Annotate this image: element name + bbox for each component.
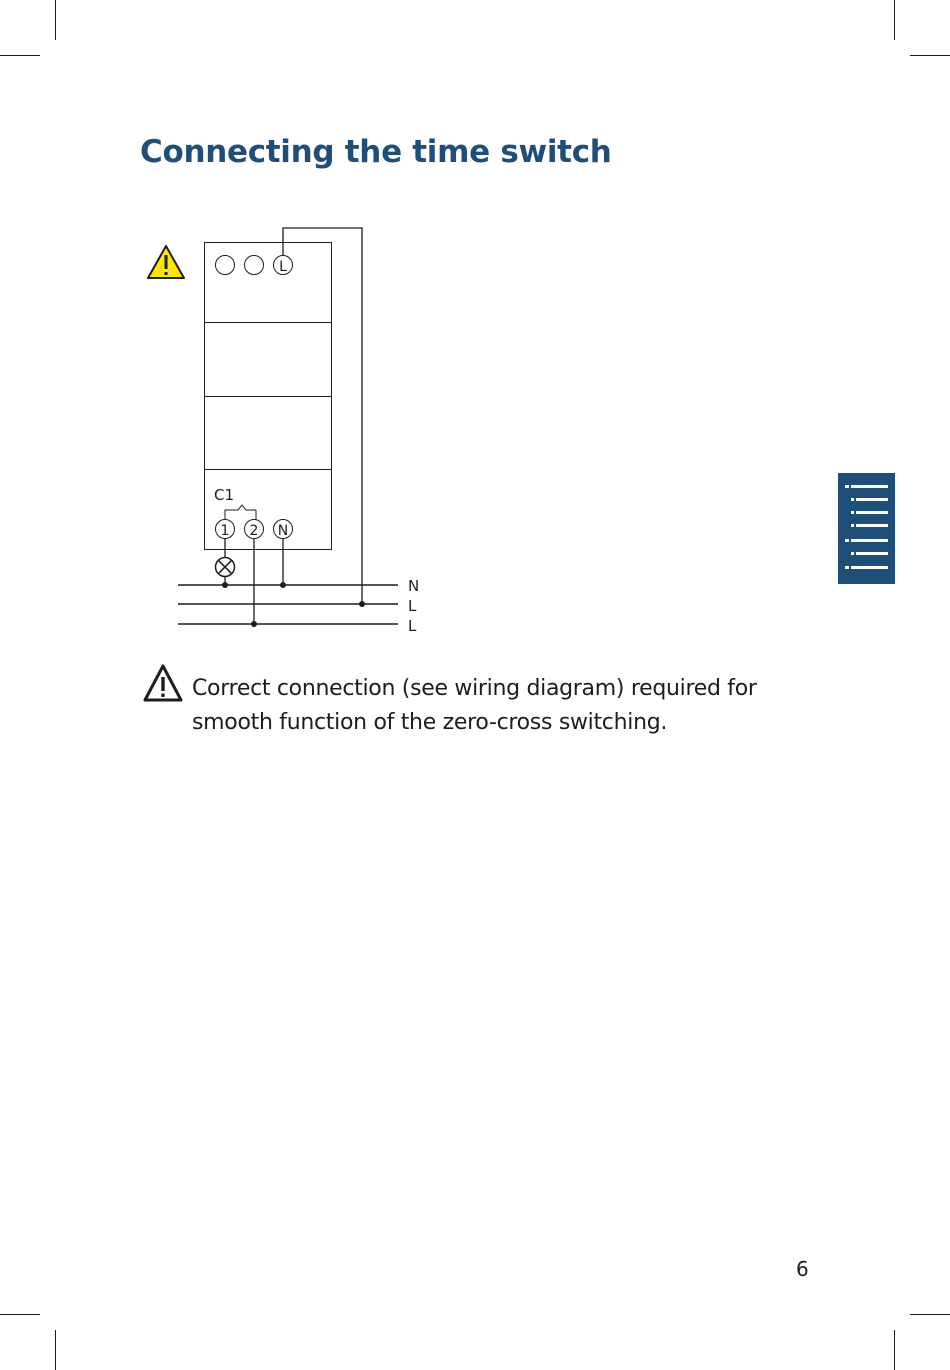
junction-dot: [251, 621, 257, 627]
junction-dot: [222, 582, 228, 588]
page-number: 6: [796, 1257, 809, 1281]
terminal-2-label: 2: [249, 523, 259, 539]
top-terminal: [216, 256, 235, 275]
note-text: Correct connection (see wiring diagram) required for smooth function of the zero-cross switching.: [192, 676, 757, 735]
bus-label: L: [408, 617, 417, 635]
bus-label: N: [408, 577, 420, 595]
contact-symbol: [225, 505, 256, 520]
terminal-n-label: N: [277, 523, 289, 539]
wiring-diagram: [0, 0, 950, 660]
supply-wire-l: [283, 228, 362, 604]
bus-label: L: [408, 597, 417, 615]
top-terminal: [245, 256, 264, 275]
page-title: Connecting the time switch: [140, 134, 612, 170]
table-of-contents-icon[interactable]: [838, 473, 895, 584]
top-terminal-label: L: [279, 259, 287, 275]
crop-mark: [894, 1330, 895, 1370]
junction-dot: [359, 601, 365, 607]
crop-mark: [910, 1314, 950, 1315]
junction-dot: [280, 582, 286, 588]
contact-label: C1: [214, 486, 235, 504]
warning-triangle-yellow-icon: [148, 246, 184, 278]
lamp-icon: [216, 558, 235, 577]
warning-triangle-icon: [142, 662, 184, 704]
terminal-1-label: 1: [220, 523, 230, 539]
crop-mark: [55, 1330, 56, 1370]
crop-mark: [0, 1314, 40, 1315]
